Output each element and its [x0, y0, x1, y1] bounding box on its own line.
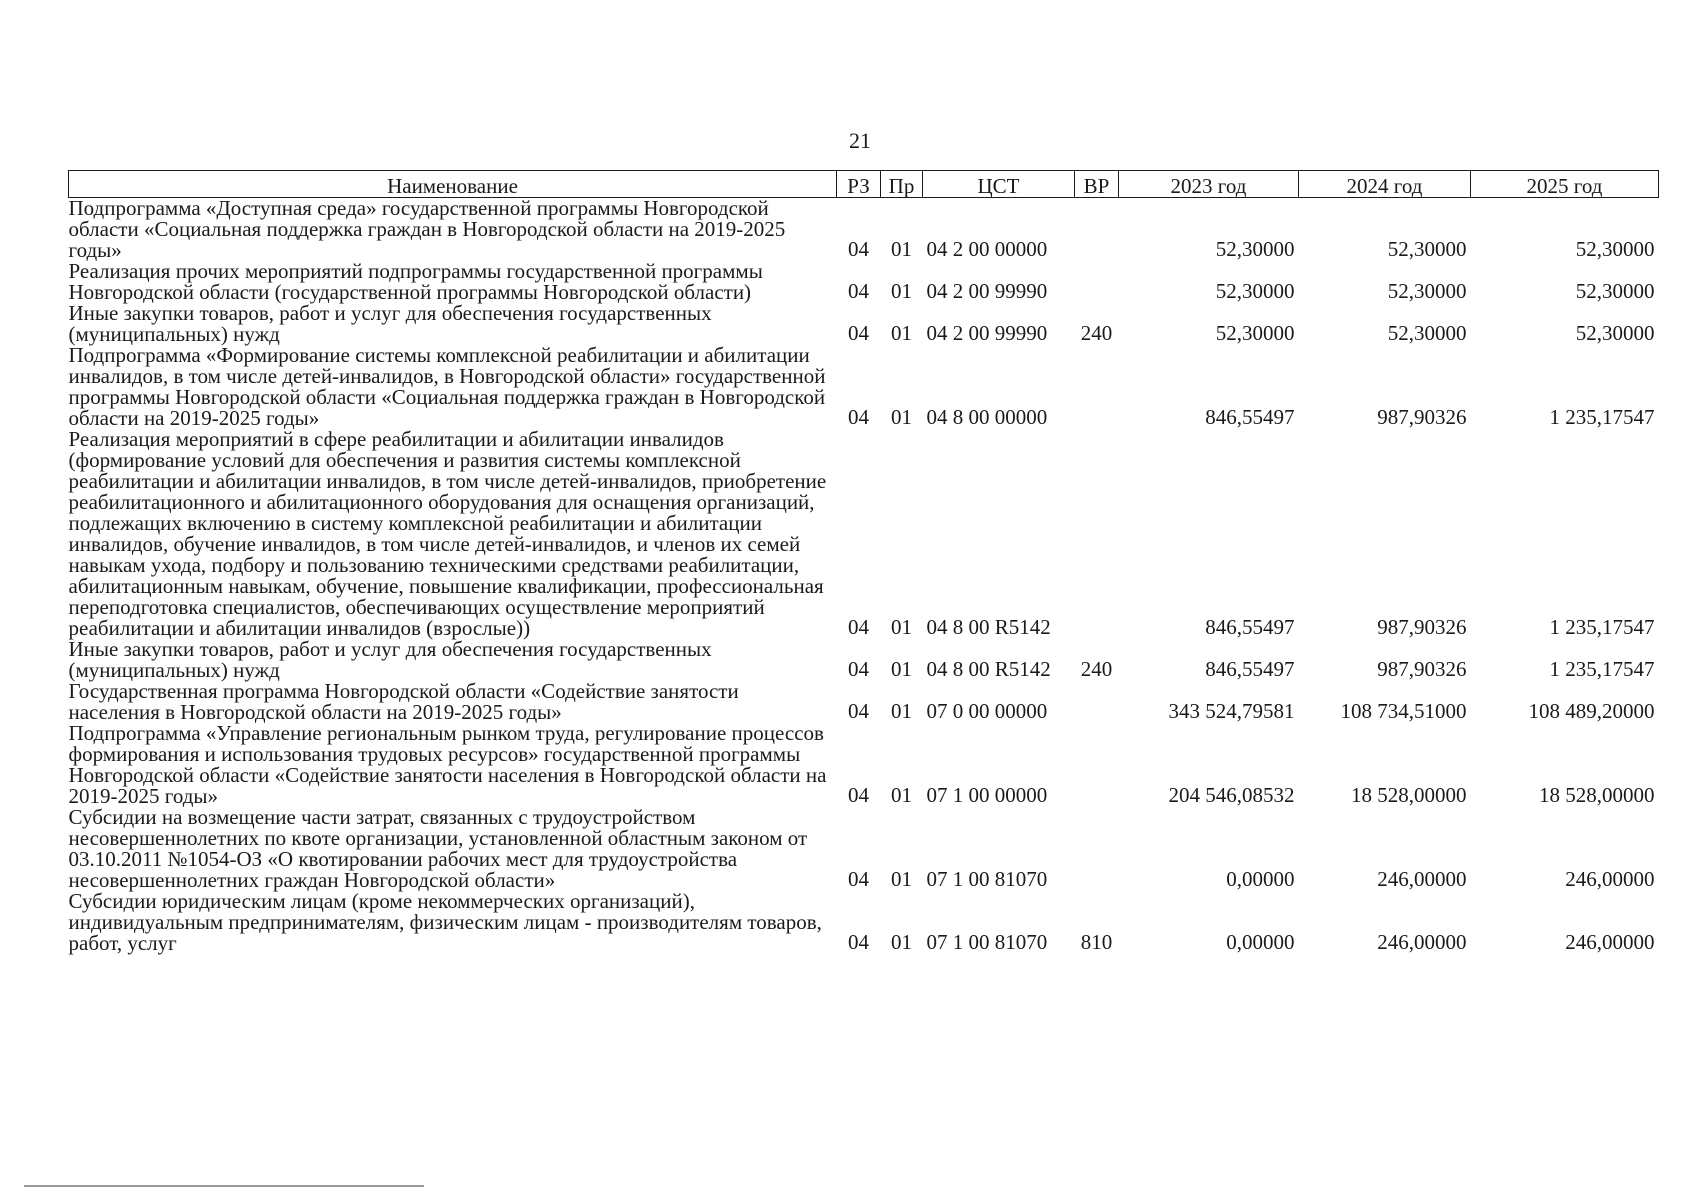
- table-row: [69, 303, 1659, 345]
- row-2023: 0,00000: [1226, 930, 1295, 954]
- row-vr: [1075, 261, 1119, 303]
- row-2025: 246,00000: [1565, 867, 1655, 891]
- row-pr: 01: [891, 699, 912, 723]
- row-vr: [1075, 345, 1119, 429]
- row-name: Подпрограмма «Доступная среда» государственной программы Новгородской области «Социальная поддержка граждан в Новгородской области на 2019-2025 годы»: [68, 196, 786, 262]
- table-row: [69, 723, 1659, 807]
- row-name: Субсидии юридическим лицам (кроме некоммерческих организаций), индивидуальным предпринимателям, физическим лицам - производителям товаров, работ, услуг: [68, 889, 822, 955]
- row-2025: 52,30000: [1575, 279, 1655, 303]
- row-2025: 52,30000: [1575, 321, 1655, 345]
- footer-divider: [24, 1185, 424, 1187]
- row-2025: 108 489,20000: [1528, 699, 1655, 723]
- row-rz: 04: [848, 930, 869, 954]
- row-name: Субсидии на возмещение части затрат, связанных с трудоустройством несовершеннолетних по квоте организации, установленной областным законом от 03.10.2011 №1054-ОЗ «О квотировании рабочих мест для трудоустройства несовершеннолетних граждан Новгородской области»: [68, 805, 808, 892]
- row-name: Реализация мероприятий в сфере реабилитации и абилитации инвалидов (формирование условий для обеспечения и развития системы комплексной реабилитации и абилитации инвалидов, в том числе детей-инвалидов, приобретение реабилитационного и абилитационного оборудования для оснащения организаций, подлежащих включению в систему комплексной реабилитации и абилитации инвалидов, обучение инвалидов, в том числе детей-инвалидов, и членов их семей навыкам ухода, подбору и пользованию техническими средствами реабилитации, абилитационным навыкам, обучение, повышение квалификации, профессиональная переподготовка специалистов, обеспечивающих осуществление мероприятий реабилитации и абилитации инвалидов (взрослые)): [68, 427, 827, 640]
- row-vr: 240: [1080, 657, 1113, 681]
- row-cst: 07 0 00 00000: [926, 699, 1048, 723]
- row-2024: 108 734,51000: [1340, 699, 1467, 723]
- table-header-row: [69, 171, 1659, 198]
- row-vr: [1075, 807, 1119, 891]
- row-2023: 846,55497: [1205, 615, 1295, 639]
- header-2023: 2023 год: [1119, 171, 1299, 198]
- row-2024: 987,90326: [1377, 657, 1467, 681]
- table-row: [69, 198, 1659, 262]
- row-pr: 01: [891, 783, 912, 807]
- table-row: [69, 807, 1659, 891]
- row-2024: 246,00000: [1377, 867, 1467, 891]
- row-vr: [1075, 681, 1119, 723]
- row-name: Государственная программа Новгородской области «Содействие занятости населения в Новгородской области на 2019-2025 годы»: [68, 679, 739, 724]
- row-rz: 04: [848, 405, 869, 429]
- row-pr: 01: [891, 615, 912, 639]
- row-2023: 52,30000: [1215, 279, 1295, 303]
- row-rz: 04: [848, 783, 869, 807]
- row-2024: 987,90326: [1377, 405, 1467, 429]
- row-rz: 04: [848, 279, 869, 303]
- row-rz: 04: [848, 699, 869, 723]
- row-2025: 18 528,00000: [1539, 783, 1655, 807]
- row-cst: 04 2 00 00000: [926, 237, 1048, 261]
- row-rz: 04: [848, 237, 869, 261]
- row-pr: 01: [891, 657, 912, 681]
- table-row: [69, 639, 1659, 681]
- table-row: [69, 261, 1659, 303]
- row-2024: 18 528,00000: [1351, 783, 1467, 807]
- row-pr: 01: [891, 405, 912, 429]
- row-2024: 246,00000: [1377, 930, 1467, 954]
- row-2023: 846,55497: [1205, 657, 1295, 681]
- header-vr: ВР: [1075, 171, 1119, 198]
- row-2023: 0,00000: [1226, 867, 1295, 891]
- row-cst: 04 2 00 99990: [926, 279, 1048, 303]
- header-name: Наименование: [69, 171, 837, 198]
- row-name: Иные закупки товаров, работ и услуг для обеспечения государственных (муниципальных) нужд: [68, 637, 712, 682]
- row-rz: 04: [848, 657, 869, 681]
- row-cst: 07 1 00 81070: [926, 867, 1048, 891]
- row-vr: [1075, 723, 1119, 807]
- row-cst: 04 8 00 R5142: [926, 615, 1051, 639]
- row-2023: 343 524,79581: [1168, 699, 1295, 723]
- row-2023: 204 546,08532: [1168, 783, 1295, 807]
- row-2025: 1 235,17547: [1549, 657, 1655, 681]
- row-name: Реализация прочих мероприятий подпрограммы государственной программы Новгородской области (государственной программы Новгородской области): [68, 259, 763, 304]
- row-2024: 987,90326: [1377, 615, 1467, 639]
- table-row: [69, 681, 1659, 723]
- row-rz: 04: [848, 615, 869, 639]
- row-rz: 04: [848, 867, 869, 891]
- row-name: Подпрограмма «Управление региональным рынком труда, регулирование процессов формирования и использования трудовых ресурсов» государственной программы Новгородской области «Содействие занятости населения в Новгородской области на 2019-2025 годы»: [68, 721, 827, 808]
- header-cst: ЦСТ: [923, 171, 1075, 198]
- page-number: 21: [849, 128, 871, 153]
- row-rz: 04: [848, 321, 869, 345]
- row-2025: 1 235,17547: [1549, 615, 1655, 639]
- row-name: Подпрограмма «Формирование системы комплексной реабилитации и абилитации инвалидов, в том числе детей-инвалидов, в Новгородской области» государственной программы Новгородской области «Социальная поддержка граждан в Новгородской области на 2019-2025 годы»: [68, 343, 826, 430]
- row-2024: 52,30000: [1387, 321, 1467, 345]
- row-2025: 1 235,17547: [1549, 405, 1655, 429]
- row-vr: [1075, 429, 1119, 639]
- row-2023: 52,30000: [1215, 321, 1295, 345]
- row-cst: 04 8 00 R5142: [926, 657, 1051, 681]
- header-2024: 2024 год: [1299, 171, 1471, 198]
- row-pr: 01: [891, 279, 912, 303]
- header-rz: РЗ: [837, 171, 881, 198]
- row-2024: 52,30000: [1387, 237, 1467, 261]
- table-row: [69, 345, 1659, 429]
- row-vr: 810: [1080, 930, 1113, 954]
- row-2024: 52,30000: [1387, 279, 1467, 303]
- table-row: [69, 429, 1659, 639]
- row-pr: 01: [891, 867, 912, 891]
- row-cst: 07 1 00 81070: [926, 930, 1048, 954]
- row-pr: 01: [891, 321, 912, 345]
- row-2025: 52,30000: [1575, 237, 1655, 261]
- row-vr: 240: [1080, 321, 1113, 345]
- header-2025: 2025 год: [1471, 171, 1659, 198]
- row-cst: 04 8 00 00000: [926, 405, 1048, 429]
- row-cst: 07 1 00 00000: [926, 783, 1048, 807]
- row-2023: 52,30000: [1215, 237, 1295, 261]
- row-vr: [1075, 198, 1119, 262]
- row-pr: 01: [891, 237, 912, 261]
- row-2025: 246,00000: [1565, 930, 1655, 954]
- row-cst: 04 2 00 99990: [926, 321, 1048, 345]
- header-pr: Пр: [881, 171, 923, 198]
- row-pr: 01: [891, 930, 912, 954]
- budget-table: [68, 170, 1659, 954]
- row-2023: 846,55497: [1205, 405, 1295, 429]
- row-name: Иные закупки товаров, работ и услуг для обеспечения государственных (муниципальных) нужд: [68, 301, 712, 346]
- table-row: [69, 891, 1659, 954]
